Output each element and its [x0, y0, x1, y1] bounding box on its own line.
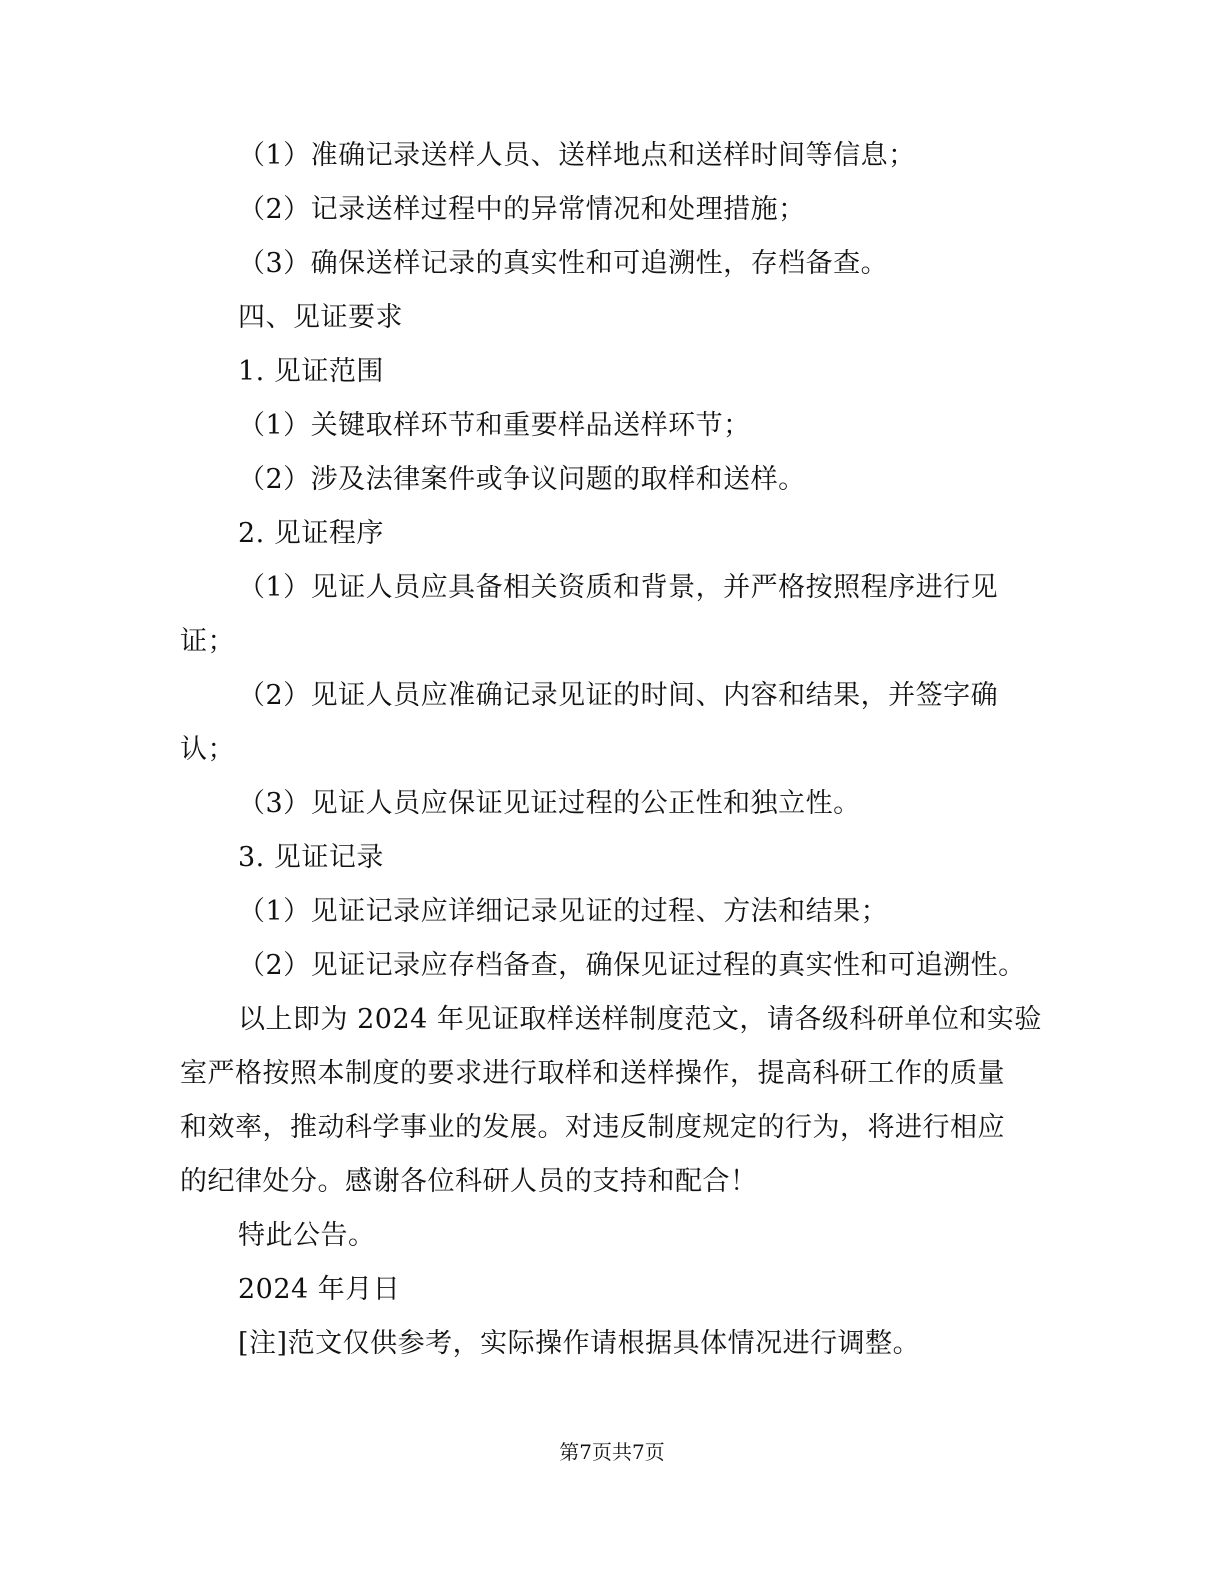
list-item-send-record-2: （2）记录送样过程中的异常情况和处理措施； — [238, 194, 806, 225]
announcement-closing: 特此公告。 — [238, 1220, 376, 1251]
subheading-witness-procedure: 2. 见证程序 — [238, 518, 384, 549]
list-item-procedure-2-continued: 认； — [180, 734, 235, 765]
document-note: [注]范文仅供参考，实际操作请根据具体情况进行调整。 — [238, 1328, 921, 1359]
closing-paragraph-line-4: 的纪律处分。感谢各位科研人员的支持和配合！ — [180, 1166, 758, 1197]
page-number: 第7页共7页 — [559, 1440, 665, 1464]
list-item-procedure-2: （2）见证人员应准确记录见证的时间、内容和结果，并签字确 — [238, 680, 999, 711]
list-item-send-record-3: （3）确保送样记录的真实性和可追溯性，存档备查。 — [238, 248, 889, 279]
list-item-record-1: （1）见证记录应详细记录见证的过程、方法和结果； — [238, 896, 889, 927]
list-item-send-record-1: （1）准确记录送样人员、送样地点和送样时间等信息； — [238, 140, 916, 171]
closing-paragraph-line-3: 和效率，推动科学事业的发展。对违反制度规定的行为，将进行相应 — [180, 1112, 1005, 1143]
document-date: 2024 年月日 — [238, 1274, 401, 1305]
section-heading-witness-requirements: 四、见证要求 — [238, 302, 403, 333]
list-item-procedure-3: （3）见证人员应保证见证过程的公正性和独立性。 — [238, 788, 861, 819]
subheading-witness-record: 3. 见证记录 — [238, 842, 384, 873]
closing-paragraph-line-1: 以上即为 2024 年见证取样送样制度范文，请各级科研单位和实验 — [238, 1004, 1042, 1035]
closing-paragraph-line-2: 室严格按照本制度的要求进行取样和送样操作，提高科研工作的质量 — [180, 1058, 1005, 1089]
list-item-record-2: （2）见证记录应存档备查，确保见证过程的真实性和可追溯性。 — [238, 950, 1026, 981]
list-item-scope-1: （1）关键取样环节和重要样品送样环节； — [238, 410, 751, 441]
list-item-procedure-1: （1）见证人员应具备相关资质和背景，并严格按照程序进行见 — [238, 572, 999, 603]
subheading-witness-scope: 1. 见证范围 — [238, 356, 384, 387]
list-item-scope-2: （2）涉及法律案件或争议问题的取样和送样。 — [238, 464, 806, 495]
list-item-procedure-1-continued: 证； — [180, 626, 235, 657]
